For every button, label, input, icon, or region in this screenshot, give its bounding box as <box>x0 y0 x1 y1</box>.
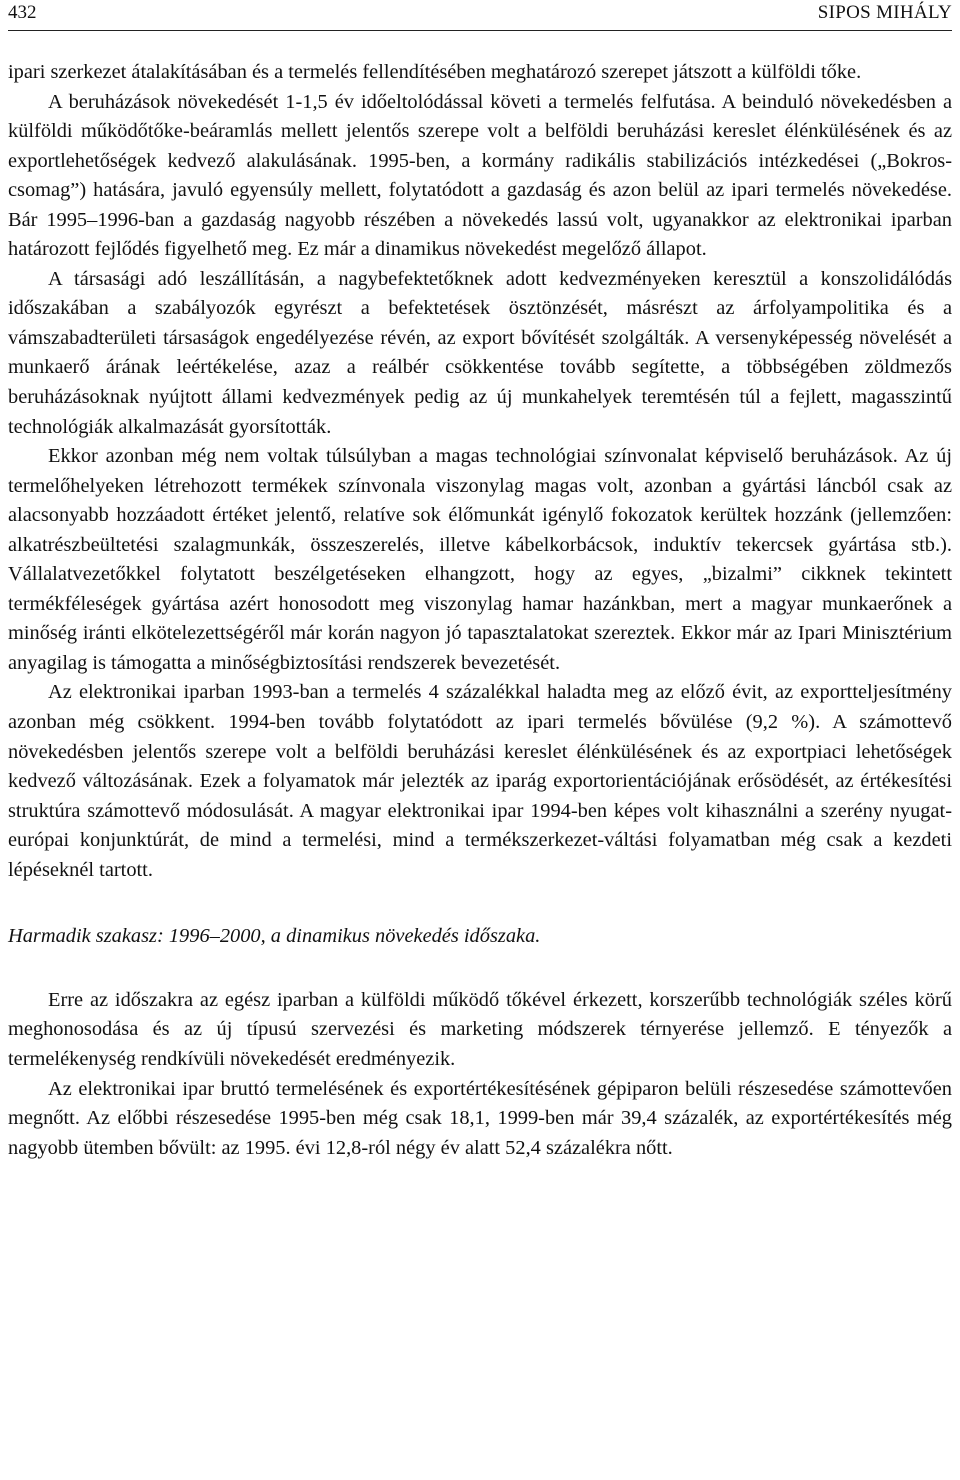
paragraph: A társasági adó leszállításán, a nagybefektetőknek adott kedvezményeken keresztül a konszolidálódás időszakában a szabályozók egyrészt a befektetések ösztönzését, másrészt az árfolyampolitika és a vámszabadterületi társaságok engedélyezése révén, az export bővítését szolgálták. A versenyképesség növelését a munkaerő árának leértékelése, azaz a reálbér csökkentése tovább segítette, a többségében zöldmezős beruházásoknak nyújtott állami kedvezmények pedig az új munkahelyek teremtésén túl a fejlett, magasszintű technológiák alkalmazását gyorsították. <box>8 267 952 438</box>
document-page <box>8 0 952 1480</box>
body-text <box>8 58 952 1163</box>
paragraph: Ekkor azonban még nem voltak túlsúlyban a magas technológiai színvonalat képviselő beruházások. Az új termelőhelyeken létrehozott termékek színvonala viszonylag magas volt, azonban a gyártási láncból csak az alacsonyabb hozzáadott értéket jelentő, relatíve sok élőmunkát igénylő fokozatok kerültek hozzánk (jellemzően: alkatrészbeültetési szalagmunkák, összeszerelés, illetve kábelkorbácsok, induktív tekercsek gyártása stb.). Vállalatvezetőkkel folytatott beszélgetéseken elhangzott, hogy az egyes, „bizalmi” cikknek tekintett termékféleségek gyártása azért honosodott meg viszonylag hamar hazánkban, mert a magyar munkaerőnek a minőség iránti elkötelezettségéről már korán nagyon jó tapasztalatokat szereztek. Ekkor már az Ipari Minisztérium anyagilag is támogatta a minőségbiztosítási rendszerek bevezetését. <box>8 445 952 674</box>
paragraph-continued: ipari szerkezet átalakításában és a termelés fellendítésében meghatározó szerepet játszott a külföldi tőke. <box>8 61 862 83</box>
page-number: 432 <box>8 2 37 23</box>
author-name: SIPOS MIHÁLY <box>817 2 952 23</box>
paragraph: A beruházások növekedését 1-1,5 év időeltolódással követi a termelés felfutása. A beinduló növekedésben a külföldi működőtőke-beáramlás mellett jelentős szerepe volt a belföldi beruházási kereslet élénkülésének és az exportlehetőségek kedvező alakulásának. 1995-ben, a kormány radikális stabilizációs intézkedései („Bokros-csomag”) hatására, javuló egyensúly mellett, folytatódott a gazdaság és azon belül az ipari termelés növekedése. Bár 1995–1996-ban a gazdaság nagyobb részében a növekedés lassú volt, ugyanakkor az elektronikai iparban határozott fejlődés figyelhető meg. Ez már a dinamikus növekedést megelőző állapot. <box>8 90 952 261</box>
paragraph: Az elektronikai iparban 1993-ban a termelés 4 százalékkal haladta meg az előző évit, az exportteljesítmény azonban még csökkent. 1994-ben tovább folytatódott az ipari termelés bővülése (9,2 %). A számottevő növekedésben jelentős szerepe volt a belföldi beruházási kereslet élénkülésének és az exportpiaci lehetőségek kedvező változásának. Ezek a folyamatok már jelezték az iparág exportorientációjának erősödését, az értékesítési struktúra számottevő módosulását. A magyar elektronikai ipar 1994-ben képes volt kihasználni a szerény nyugat-európai konjunktúrát, de mind a termelési, mind a termékszerkezet-váltási folyamatban még csak a kezdeti lépéseknél tartott. <box>8 681 952 881</box>
running-header <box>8 0 952 31</box>
paragraph: Az elektronikai ipar bruttó termelésének és exportértékesítésének gépiparon belüli részesedése számottevően megnőtt. Az előbbi részesedése 1995-ben még csak 18,1, 1999-ben már 39,4 százalék, az exportértékesítés még nagyobb ütemben bővült: az 1995. évi 12,8-ról négy év alatt 52,4 százalékra nőtt. <box>8 1077 952 1159</box>
paragraph: Erre az időszakra az egész iparban a külföldi működő tőkével érkezett, korszerűbb technológiák széles körű meghonosodása és az új típusú szervezési és marketing módszerek térnyerése jellemző. E tényezők a termelékenység rendkívüli növekedését eredményezik. <box>8 988 952 1070</box>
section-heading: Harmadik szakasz: 1996–2000, a dinamikus növekedés időszaka. <box>8 925 541 948</box>
